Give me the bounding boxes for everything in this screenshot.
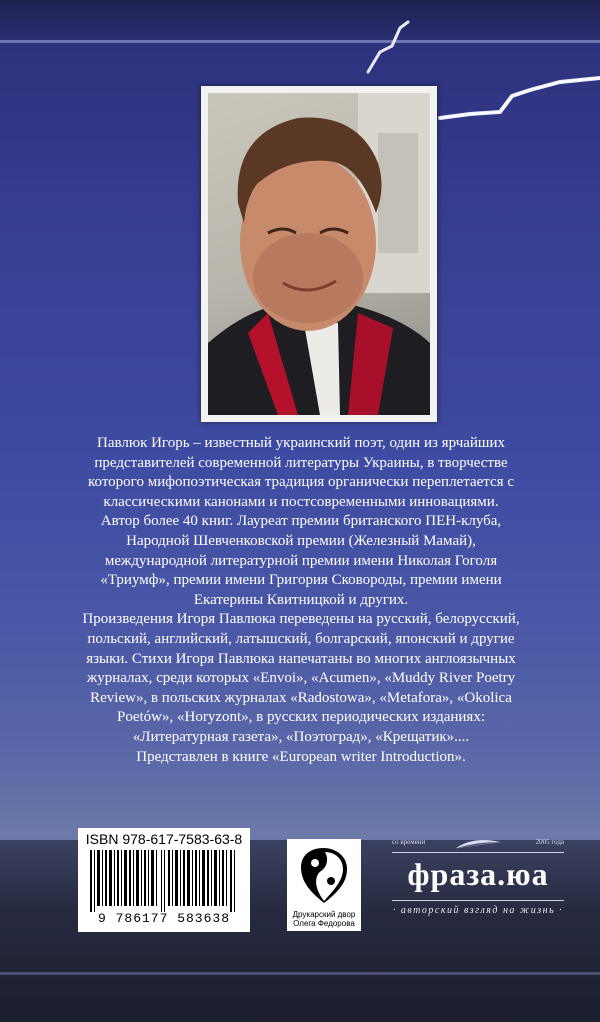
bio-paragraph-4: Представлен в книге «European writer Introduction». xyxy=(136,748,466,765)
fraza-since: со времени xyxy=(392,838,426,846)
fraza-year: 2005 года xyxy=(535,838,564,846)
author-portrait-icon xyxy=(208,93,430,415)
feather-icon xyxy=(454,838,502,850)
bio-paragraph-2: Автор более 40 книг. Лауреат премии британского ПЕН-клуба, Народной Шевченковской премии (Железный Мамай), международной литературной премии имени Николая Гоголя «Триумф», премии имени Григория Сковороды, премии имени Екатерины Квитницкой и других. xyxy=(100,513,502,608)
fraza-divider-top xyxy=(392,852,564,853)
author-photo xyxy=(208,93,430,415)
author-bio xyxy=(82,434,520,767)
barcode-icon xyxy=(88,850,240,912)
fraza-divider-bottom xyxy=(392,900,564,901)
bio-paragraph-1: Павлюк Игорь – известный украинский поэт, один из ярчайших представителей современной литературы Украины, в творчестве которого мифопоэтическая традиция органически переплетается с классическими канонами и постсовременными инновациями. xyxy=(88,435,514,510)
fraza-name: фраза.юа xyxy=(407,856,549,892)
publisher-name xyxy=(287,910,361,928)
bottom-divider xyxy=(0,972,600,975)
fraza-motto: · авторский взгляд на жизнь · xyxy=(392,905,564,916)
isbn-barcode-block xyxy=(78,828,250,932)
yin-yang-icon xyxy=(299,845,349,905)
publisher-name-line-1: Друкарский двор xyxy=(292,910,356,919)
isbn-label: ISBN 978-617-7583-63-8 xyxy=(85,831,243,847)
bio-paragraph-3: Произведения Игоря Павлюка переведены на русский, белорусский, польский, английский, латышский, болгарский, японский и другие языки. Стихи Игоря Павлюка напечатаны во многих англоязычных журналах, среди которых «Envoi», «Acumen», «Muddy River Poetry Review», в польских журналах «Radostowa», «Metafora», «Okolica Poetów», «Horyzont», в русских периодических изданиях: «Литературная газета», «Поэтоград», «Крещатик».... xyxy=(82,611,520,745)
isbn-digits: 9 786177 583638 xyxy=(97,911,231,926)
fraza-logo-block xyxy=(392,838,564,928)
publisher-logo-block xyxy=(287,839,361,931)
publisher-name-line-2: Олега Федорова xyxy=(293,919,355,928)
author-photo-frame xyxy=(201,86,437,422)
